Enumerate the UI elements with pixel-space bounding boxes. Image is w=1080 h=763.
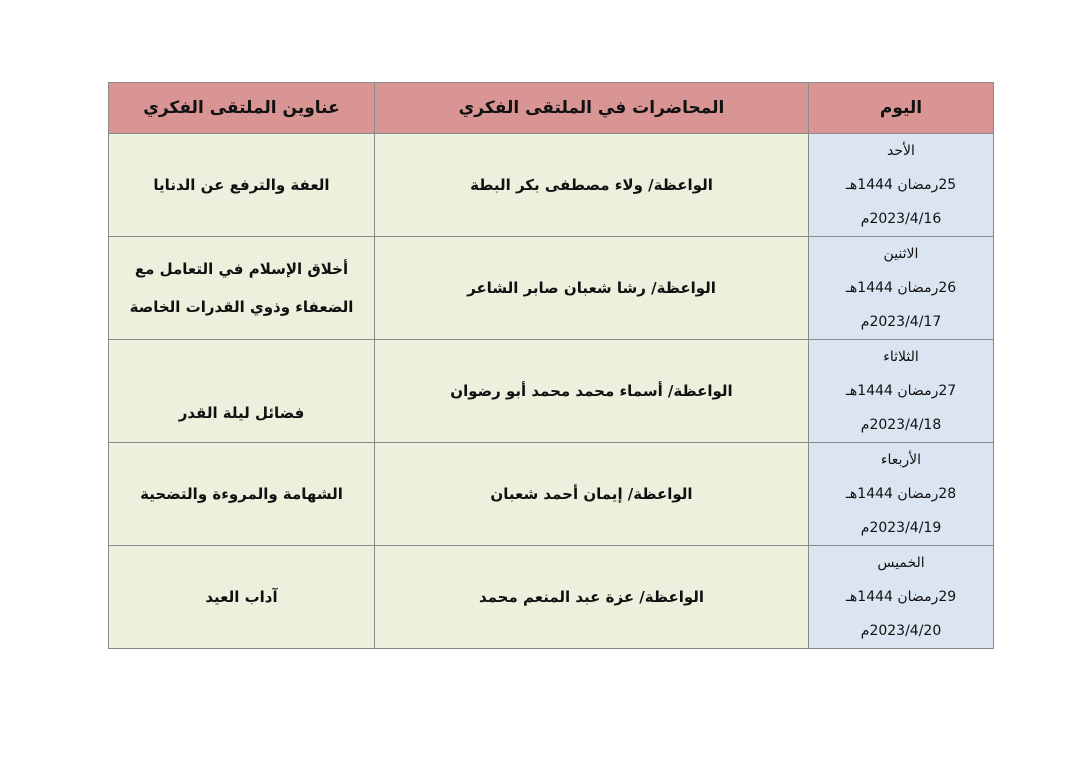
lecture-title-line-1: أخلاق الإسلام في التعامل مع [134, 260, 349, 278]
day-name: الثلاثاء [883, 349, 919, 365]
lecturer-name: الواعظة/ ولاء مصطفى بكر البطة [470, 176, 713, 194]
day-cell [809, 546, 994, 649]
gregorian-date: 2023/4/19م [860, 520, 942, 536]
table-row [109, 443, 994, 546]
day-name: الاثنين [883, 246, 919, 262]
gregorian-date: 2023/4/17م [860, 314, 942, 330]
day-cell [809, 134, 994, 237]
day-name: الأحد [887, 143, 915, 159]
hijri-date: 27رمضان 1444هـ [845, 383, 957, 399]
gregorian-date: 2023/4/16م [860, 211, 942, 227]
lecturer-cell [375, 237, 809, 340]
lecture-title: فضائل ليلة القدر [178, 404, 305, 422]
lecturer-name: الواعظة/ رشا شعبان صابر الشاعر [467, 279, 716, 297]
hijri-date: 28رمضان 1444هـ [845, 486, 957, 502]
table-row [109, 237, 994, 340]
day-name: الأربعاء [880, 452, 922, 468]
table-row [109, 134, 994, 237]
title-cell [109, 134, 375, 237]
gregorian-date: 2023/4/20م [860, 623, 942, 639]
header-lectures: المحاضرات في الملتقى الفكري [375, 83, 809, 134]
header-day: اليوم [809, 83, 994, 134]
day-cell [809, 340, 994, 443]
hijri-date: 26رمضان 1444هـ [845, 280, 957, 296]
title-cell [109, 443, 375, 546]
table-row [109, 340, 994, 443]
lecturer-name: الواعظة/ أسماء محمد محمد أبو رضوان [450, 382, 733, 400]
title-cell [109, 546, 375, 649]
table-row [109, 546, 994, 649]
lecture-schedule-table [108, 82, 994, 649]
lecturer-name: الواعظة/ إيمان أحمد شعبان [490, 485, 693, 503]
title-cell [109, 340, 375, 443]
lecturer-cell [375, 546, 809, 649]
day-name: الخميس [877, 555, 925, 571]
table-header-row [109, 83, 994, 134]
lecturer-cell [375, 443, 809, 546]
lecturer-cell [375, 340, 809, 443]
lecture-title: آداب العيد [205, 588, 278, 606]
day-cell [809, 443, 994, 546]
lecture-title: العفة والترفع عن الدنايا [153, 176, 330, 194]
gregorian-date: 2023/4/18م [860, 417, 942, 433]
title-cell [109, 237, 375, 340]
lecturer-name: الواعظة/ عزة عبد المنعم محمد [478, 588, 705, 606]
header-titles: عناوين الملتقى الفكري [109, 83, 375, 134]
lecture-title-line-2: الضعفاء وذوي القدرات الخاصة [129, 298, 354, 316]
hijri-date: 25رمضان 1444هـ [845, 177, 957, 193]
hijri-date: 29رمضان 1444هـ [845, 589, 957, 605]
day-cell [809, 237, 994, 340]
lecturer-cell [375, 134, 809, 237]
lecture-title: الشهامة والمروءة والتضحية [140, 485, 343, 503]
